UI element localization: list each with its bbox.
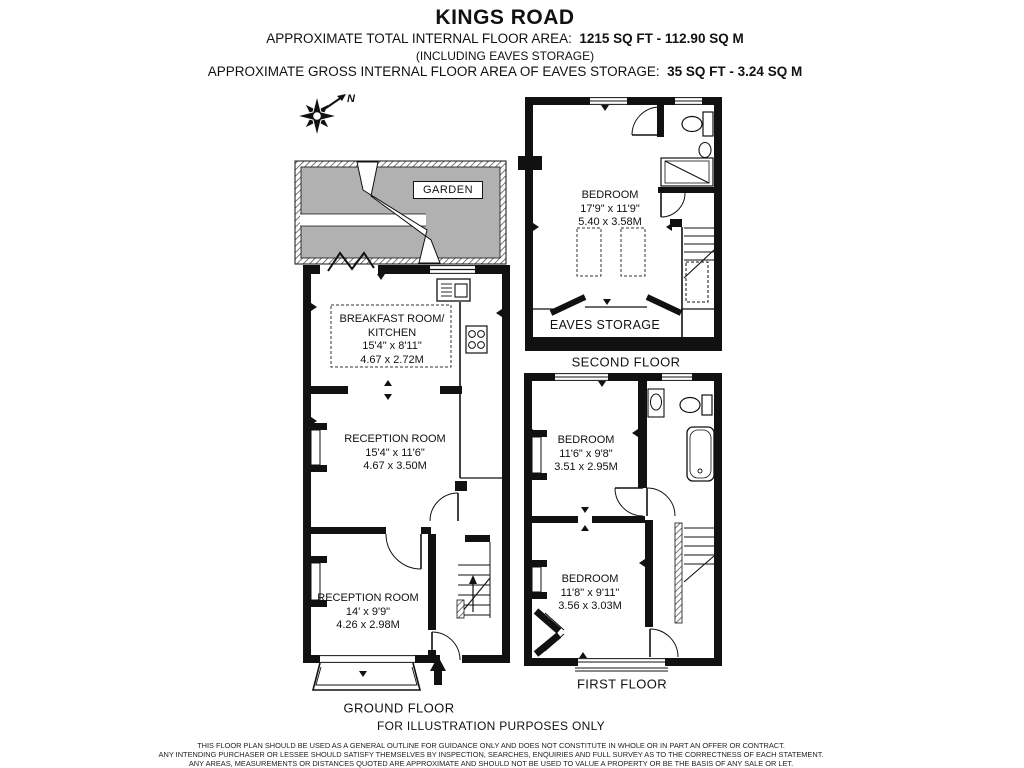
bedroom2-1f-label [558,573,622,614]
skylight-right [621,228,645,276]
skylight-left [577,228,601,276]
bedroom-2f-dims-metric: 5.40 x 3.58M [578,215,642,228]
bedroom1-1f-name: BEDROOM [557,433,615,446]
total-area-value: 1215 SQ FT - 112.90 SQ M [579,31,744,46]
reception2-name: RECEPTION ROOM [317,591,419,604]
ground-floor-doors [386,493,460,660]
kitchen-dims-metric: 4.67 x 2.72M [360,353,424,366]
bedroom2f-door-arc [661,193,685,217]
bedroom-2f-dims-imperial: 17'9" x 11'9" [580,202,640,215]
reception2-dims-metric: 4.26 x 2.98M [336,618,400,631]
basin-2f [699,143,711,158]
reception2-dims-imperial: 14' x 9'9" [345,605,391,618]
first-floor-stairs [675,523,714,623]
reception1-door-arc [430,493,458,521]
ground-floor-label: GROUND FLOOR [343,700,455,716]
second-floor-stairs [684,228,714,302]
second-floor-label: SECOND FLOOR [571,354,681,370]
bedroom2-door-arc [650,629,678,657]
bedroom2-1f-dims-metric: 3.56 x 3.03M [558,599,622,612]
ground-bay-window [313,663,420,690]
toilet-2f [682,117,702,132]
bedroom1-door-arc [615,488,643,516]
footer-title: FOR ILLUSTRATION PURPOSES ONLY [377,719,605,733]
kitchen-name-line2: KITCHEN [367,326,417,339]
bedroom2-1f-name: BEDROOM [561,572,619,585]
compass-north-label: N [347,93,355,105]
reception1-name: RECEPTION ROOM [344,432,446,445]
first-floor-label: FIRST FLOOR [576,676,668,692]
bathroom2f-door-arc [632,107,660,135]
second-floor-skylights [577,228,645,276]
garden-label: GARDEN [413,181,483,199]
footer-disclaimer-line3: ANY AREAS, MEASUREMENTS OR DISTANCES QUOTED ARE APPROXIMATE AND SHOULD NOT BE USED TO VALUE A PROPERTY OR BE THE BASIS OF ANY SALE OR LET. [188,759,794,768]
reception1-label [344,433,445,474]
reception1-dims-metric: 4.67 x 3.50M [363,459,427,472]
bedroom-2f-name: BEDROOM [581,188,639,201]
bathroom1f-door-arc [647,488,675,516]
total-area-label: APPROXIMATE TOTAL INTERNAL FLOOR AREA: [266,31,572,46]
eaves-area-value: 35 SQ FT - 3.24 SQ M [667,64,803,79]
eaves-area-label: APPROXIMATE GROSS INTERNAL FLOOR AREA OF EAVES STORAGE: [207,64,660,79]
footer-disclaimer-line2: ANY INTENDING PURCHASER OR LESSEE SHOULD SATISFY THEMSELVES BY INSPECTION, SEARCHES, ENQUIRIES AND FULL SURVEY AS TO THE CORRECTNESS OF EACH STATEMENT. [158,750,824,759]
ground-floor-stairs [457,565,490,618]
first-floor-bathroom-fixtures [648,389,714,481]
bedroom1-1f-dims-metric: 3.51 x 2.95M [554,460,618,473]
compass-rose-icon [297,93,356,136]
toilet-1f [680,398,700,413]
including-eaves-note: (INCLUDING EAVES STORAGE) [415,49,595,63]
reception2-label [317,592,418,633]
understairs-storage [686,262,708,302]
bedroom2-1f-dims-imperial: 11'8" x 9'11" [560,586,620,599]
footer-disclaimer-line1: THIS FLOOR PLAN SHOULD BE USED AS A GENERAL OUTLINE FOR GUIDANCE ONLY AND DOES NOT CONSTITUTE IN WHOLE OR IN PART AN OFFER OR CONTRACT. [197,741,785,750]
reception1-dims-imperial: 15'4" x 11'6" [365,446,425,459]
reception2-door-arc [386,534,421,569]
kitchen-dims-imperial: 15'4" x 8'11" [362,340,422,352]
bedroom1-1f-label [554,434,618,475]
bedroom1-1f-dims-imperial: 11'6" x 9'8" [559,447,613,460]
page-title: KINGS ROAD [435,6,575,29]
kitchen-label [340,313,445,367]
eaves-storage-label: EAVES STORAGE [549,318,661,332]
kitchen-name-line1: BREAKFAST ROOM/ [339,313,445,325]
garden-area [295,161,506,264]
bedroom-2f-label [578,189,642,230]
second-floor-bathroom-fixtures [661,112,713,186]
kitchen-hob [466,326,487,353]
